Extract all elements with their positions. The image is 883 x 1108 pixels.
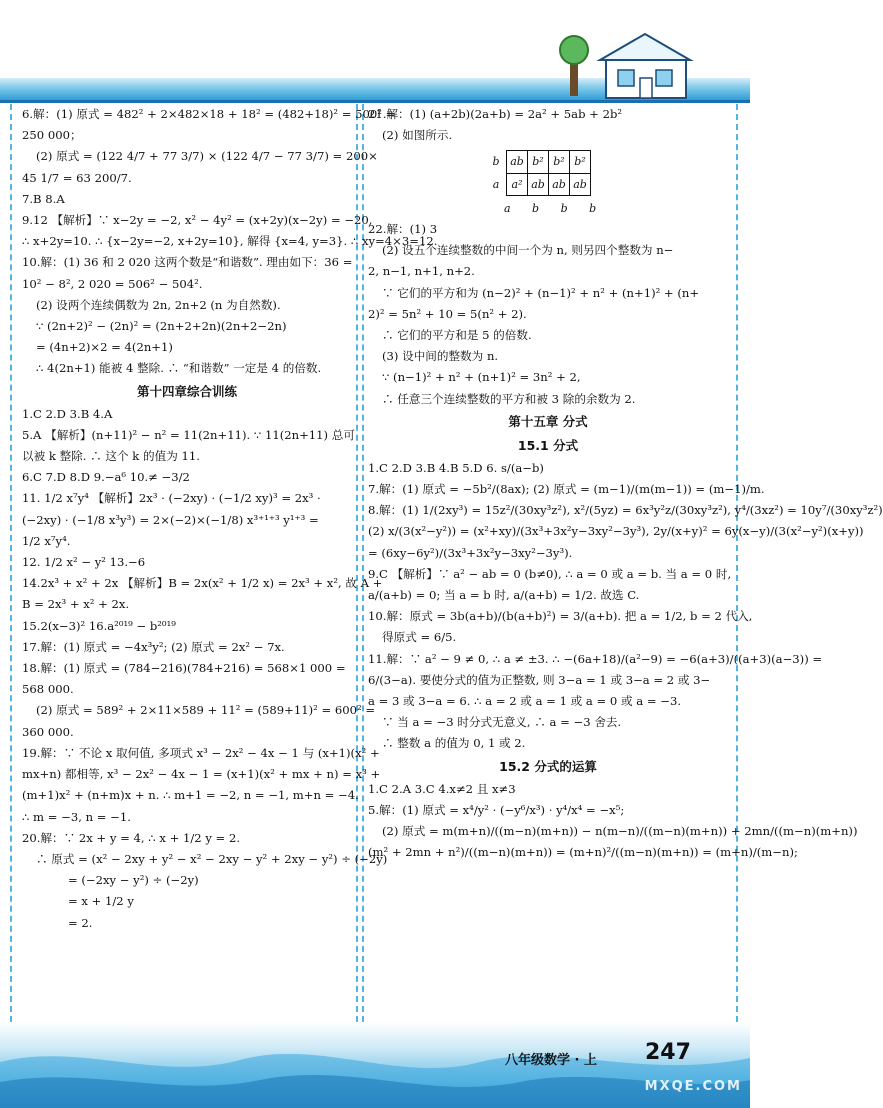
answer-line: a/(a+b) = 0; 当 a = b 时, a/(a+b) = 1/2. 故选 C. bbox=[368, 588, 640, 603]
footer-book-title: 八年级数学 · 上 bbox=[505, 1053, 597, 1068]
answer-line: ∴ 它们的平方和是 5 的倍数. bbox=[382, 328, 532, 343]
answer-line: 11. 1/2 x⁷y⁴ 【解析】2x³ · (−2xy) · (−1/2 xy)³ = 2x³ · bbox=[22, 491, 321, 506]
answer-line: 14.2x³ + x² + 2x 【解析】B = 2x(x² + 1/2 x) = 2x³ + x², 故 A + bbox=[22, 576, 383, 591]
answer-line: (2) x/(3(x²−y²)) = (x²+xy)/(3x³+3x²y−3xy²−3y³), 2y/(x+y)² = 6y(x−y)/(3(x²−y²)(x+y)) bbox=[368, 524, 864, 539]
answer-line: = 2. bbox=[68, 915, 93, 930]
answer-line: (2) 原式 = m(m+n)/((m−n)(m+n)) − n(m−n)/((m−n)(m+n)) + 2mn/((m−n)(m+n)) bbox=[382, 824, 858, 839]
answer-line: 得原式 = 6/5. bbox=[382, 630, 457, 645]
answer-line: 1.C 2.A 3.C 4.x≠2 且 x≠3 bbox=[368, 781, 516, 796]
answer-line: 6.解：(1) 原式 = 482² + 2×482×18 + 18² = (482+18)² = 500² = bbox=[22, 107, 396, 121]
answer-line: ∵ 当 a = −3 时分式无意义, ∴ a = −3 舍去. bbox=[382, 715, 622, 730]
answer-line: 2)² = 5n² + 10 = 5(n² + 2). bbox=[368, 306, 527, 321]
table-row bbox=[486, 173, 591, 195]
answer-line: = (6xy−6y²)/(3x³+3x²y−3xy²−3y³). bbox=[368, 545, 573, 560]
section-heading: 第十五章 分式 bbox=[508, 413, 588, 429]
section-heading: 15.2 分式的运算 bbox=[499, 758, 597, 774]
answer-line: 20.解：∵ 2x + y = 4, ∴ x + 1/2 y = 2. bbox=[22, 830, 241, 845]
table-bottom-labels: a b b b bbox=[504, 201, 606, 215]
answer-line: 7.B 8.A bbox=[22, 191, 65, 206]
answer-line: 6.C 7.D 8.D 9.−a⁶ 10.≠ −3/2 bbox=[22, 470, 190, 485]
answer-line: 9.12 【解析】∵ x−2y = −2, x² − 4y² = (x+2y)(x−2y) = −20, bbox=[22, 213, 373, 228]
right-column bbox=[368, 104, 883, 864]
answer-line: 5.A 【解析】(n+11)² − n² = 11(2n+11). ∵ 11(2n+11) 总可 bbox=[22, 427, 355, 442]
answer-line: 21.解：(1) (a+2b)(2a+b) = 2a² + 5ab + 2b² bbox=[368, 107, 623, 121]
answer-line: 250 000； bbox=[22, 128, 82, 143]
answer-line: 1.C 2.D 3.B 4.B 5.D 6. s/(a−b) bbox=[368, 460, 544, 475]
wave-decoration-icon bbox=[0, 1022, 750, 1108]
answer-line: ∴ 整数 a 的值为 0, 1 或 2. bbox=[382, 736, 526, 751]
answer-line: 17.解：(1) 原式 = −4x³y²; (2) 原式 = 2x² − 7x. bbox=[22, 639, 285, 654]
answer-line: (−2xy) · (−1/8 x³y³) = 2×(−2)×(−1/8) x³⁺¹⁺³ y¹⁺³ = bbox=[22, 512, 319, 527]
table-cell: ab bbox=[570, 173, 591, 195]
answer-line: = x + 1/2 y bbox=[68, 894, 134, 909]
answer-line: 以被 k 整除. ∴ 这个 k 的值为 11. bbox=[22, 449, 200, 464]
row-label: a bbox=[492, 177, 500, 191]
answer-line: 2, n−1, n+1, n+2. bbox=[368, 264, 475, 279]
answer-line: 10² − 8², 2 020 = 506² − 504². bbox=[22, 276, 203, 291]
table-cell: b² bbox=[549, 151, 570, 173]
answer-line: 568 000. bbox=[22, 682, 74, 697]
answer-line: ∵ (2n+2)² − (2n)² = (2n+2+2n)(2n+2−2n) bbox=[36, 319, 287, 334]
answer-line: 5.解：(1) 原式 = x⁴/y² · (−y⁶/x³) · y⁴/x⁴ = −x⁵; bbox=[368, 802, 625, 817]
answer-line: 7.解：(1) 原式 = −5b²/(8ax); (2) 原式 = (m−1)/(m(m−1)) = (m−1)/m. bbox=[368, 482, 765, 497]
answer-line: (m+1)x² + (n+m)x + n. ∴ m+1 = −2, n = −1, m+n = −4. bbox=[22, 788, 359, 803]
answer-line: 1/2 x⁷y⁴. bbox=[22, 533, 71, 548]
section-heading: 第十四章综合训练 bbox=[136, 383, 237, 399]
area-model-table bbox=[486, 150, 591, 195]
answer-line: = (4n+2)×2 = 4(2n+1) bbox=[36, 340, 173, 355]
house-illustration-icon bbox=[560, 30, 710, 102]
answer-line: 15.2(x−3)² 16.a²⁰¹⁹ − b²⁰¹⁹ bbox=[22, 618, 176, 633]
answer-line: (2) 设五个连续整数的中间一个为 n, 则另四个整数为 n− bbox=[382, 243, 674, 258]
table-cell: b² bbox=[528, 151, 549, 173]
answer-line: ∴ 原式 = (x² − 2xy + y² − x² − 2xy − y² + 2xy − y²) ÷ (−2y) bbox=[36, 851, 388, 866]
answer-line: a = 3 或 3−a = 6. ∴ a = 2 或 a = 1 或 a = 0 或 a = −3. bbox=[368, 694, 682, 709]
answer-line: (2) 原式 = (122 4/7 + 77 3/7) × (122 4/7 − 77 3/7) = 200× bbox=[36, 149, 378, 164]
table-cell: a² bbox=[507, 173, 528, 195]
watermark-logo bbox=[644, 1040, 746, 1100]
answer-line: ∴ 任意三个连续整数的平方和被 3 除的余数为 2. bbox=[382, 391, 636, 406]
answer-line: (m² + 2mn + n²)/((m−n)(m+n)) = (m+n)²/((m−n)(m+n)) = (m+n)/(m−n); bbox=[368, 845, 798, 860]
answer-line: 9.C 【解析】∵ a² − ab = 0 (b≠0), ∴ a = 0 或 a = b. 当 a = 0 时, bbox=[368, 566, 732, 581]
answer-line: 10.解：(1) 36 和 2 020 这两个数是“和谐数”. 理由如下：36 = bbox=[22, 255, 353, 270]
answer-line: ∵ 它们的平方和为 (n−2)² + (n−1)² + n² + (n+1)² + (n+ bbox=[382, 285, 700, 300]
table-cell: ab bbox=[549, 173, 570, 195]
answer-line: 10.解：原式 = 3b(a+b)/(b(a+b)²) = 3/(a+b). 把 a = 1/2, b = 2 代入, bbox=[368, 609, 753, 624]
answer-line: = (−2xy − y²) ÷ (−2y) bbox=[68, 873, 199, 888]
table-cell: ab bbox=[528, 173, 549, 195]
answer-line: B = 2x³ + x² + 2x. bbox=[22, 597, 130, 612]
answer-line: 18.解：(1) 原式 = (784−216)(784+216) = 568×1 000 = bbox=[22, 661, 346, 676]
watermark-text: MXQE.COM bbox=[644, 1079, 742, 1094]
answer-line: ∴ 4(2n+1) 能被 4 整除. ∴ “和谐数” 一定是 4 的倍数. bbox=[36, 361, 322, 376]
section-heading: 15.1 分式 bbox=[517, 437, 579, 453]
answer-line: (2) 如图所示. bbox=[382, 128, 453, 143]
answer-line: 12. 1/2 x² − y² 13.−6 bbox=[22, 555, 146, 570]
row-label: b bbox=[492, 155, 500, 169]
table-cell: ab bbox=[507, 151, 528, 173]
answer-line: ∴ x+2y=10. ∴ {x−2y=−2, x+2y=10}, 解得 {x=4, y=3}. ∴ xy=4×3=12. bbox=[22, 234, 438, 249]
answer-line: 1.C 2.D 3.B 4.A bbox=[22, 406, 113, 421]
answer-line: (2) 原式 = 589² + 2×11×589 + 11² = (589+11)² = 600² = bbox=[36, 703, 376, 718]
answer-line: (3) 设中间的整数为 n. bbox=[382, 349, 499, 364]
answer-line: 22.解：(1) 3 bbox=[368, 222, 438, 237]
answer-line: 19.解：∵ 不论 x 取何值, 多项式 x³ − 2x² − 4x − 1 与 (x+1)(x² + bbox=[22, 745, 380, 760]
answer-line: ∴ m = −3, n = −1. bbox=[22, 809, 131, 824]
answer-line: 8.解：(1) 1/(2xy³) = 15z²/(30xy³z²), x²/(5yz) = 6x³y²z/(30xy³z²), y⁴/(3xz²) = 10y⁷/(30xy³z²) bbox=[368, 503, 883, 518]
answer-line: 6/(3−a). 要使分式的值为正整数, 则 3−a = 1 或 3−a = 2 或 3− bbox=[368, 672, 711, 687]
answer-line: 45 1/7 = 63 200/7. bbox=[22, 170, 132, 185]
answer-line: ∵ (n−1)² + n² + (n+1)² = 3n² + 2, bbox=[382, 370, 581, 385]
answer-line: (2) 设两个连续偶数为 2n, 2n+2 (n 为自然数). bbox=[36, 297, 281, 312]
table-cell: b² bbox=[570, 151, 591, 173]
answer-line: 11.解：∵ a² − 9 ≠ 0, ∴ a ≠ ±3. ∴ −(6a+18)/(a²−9) = −6(a+3)/((a+3)(a−3)) = bbox=[368, 651, 823, 666]
answer-line: mx+n) 都相等, x³ − 2x² − 4x − 1 = (x+1)(x² + mx + n) = x³ + bbox=[22, 767, 381, 782]
answer-line: 360 000. bbox=[22, 724, 74, 739]
table-row bbox=[486, 151, 591, 173]
page-number: 247 bbox=[645, 1040, 691, 1065]
